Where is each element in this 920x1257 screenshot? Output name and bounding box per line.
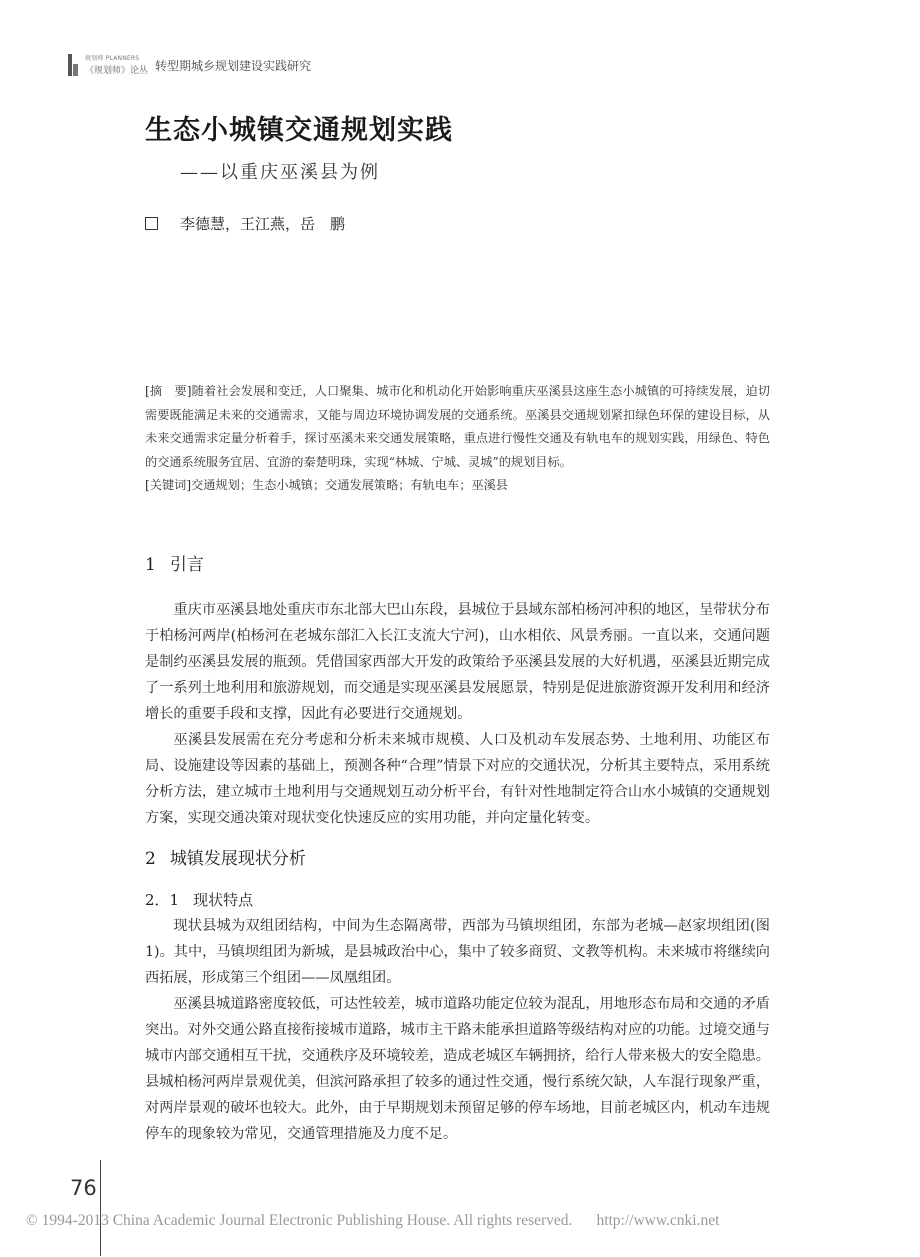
section-heading-2 bbox=[145, 844, 306, 869]
journal-logo bbox=[85, 52, 151, 78]
subsection-number: 2．1 bbox=[145, 891, 180, 909]
section-number: 1 bbox=[145, 555, 156, 575]
abstract-text: [摘 要]随着社会发展和变迁，人口聚集、城市化和机动化开始影响重庆巫溪县这座生态小城镇的可持续发展，迫切需要既能满足未来的交通需求，又能与周边环境协调发展的交通系统。巫溪县交通规划紧扣绿色环保的建设目标，从未来交通需求定量分析着手，探讨巫溪未来交通发展策略，重点进行慢性交通及有轨电车的规划实践，用绿色、特色的交通系统服务宜居、宜游的秦楚明珠，实现“林城、宁城、灵城”的规划目标。 bbox=[145, 384, 770, 469]
cnki-url: http://www.cnki.net bbox=[596, 1212, 720, 1229]
section-title: 城镇发展现状分析 bbox=[169, 849, 306, 869]
section-number: 2 bbox=[145, 849, 156, 869]
author-box-icon bbox=[145, 217, 158, 230]
section-body-1 bbox=[145, 597, 770, 831]
article-subtitle: ——以重庆巫溪县为例 bbox=[180, 162, 380, 183]
copyright-text: © 1994-2013 China Academic Journal Electronic Publishing House. All rights reserved. bbox=[26, 1212, 573, 1229]
journal-logo-icon bbox=[66, 54, 80, 76]
section-heading-1 bbox=[145, 550, 204, 575]
footer-divider bbox=[100, 1160, 101, 1256]
paragraph: 巫溪县发展需在充分考虑和分析未来城市规模、人口及机动车发展态势、土地利用、功能区布局、设施建设等因素的基础上，预测各种“合理”情景下对应的交通状况，分析其主要特点，采用系统分析方法，建立城市土地利用与交通规划互动分析平台，有针对性地制定符合山水小城镇的交通规划方案，实现交通决策对现状变化快速反应的实用功能，并向定量化转变。 bbox=[145, 732, 770, 826]
journal-logo-en: 规划师 PLANNERS bbox=[85, 55, 140, 62]
journal-logo-cn: 《规划师》论丛 bbox=[85, 66, 149, 76]
section-title: 引言 bbox=[169, 555, 204, 575]
keywords-text: [关键词]交通规划；生态小城镇；交通发展策略；有轨电车；巫溪县 bbox=[145, 478, 508, 492]
author-line bbox=[145, 213, 345, 234]
subsection-title: 现状特点 bbox=[193, 891, 254, 909]
paragraph: 巫溪县城道路密度较低，可达性较差，城市道路功能定位较为混乱，用地形态布局和交通的矛盾突出。对外交通公路直接衔接城市道路，城市主干路未能承担道路等级结构对应的功能。过境交通与城市内部交通相互干扰，交通秩序及环境较差，造成老城区车辆拥挤，给行人带来极大的安全隐患。县城柏杨河两岸景观优美，但滨河路承担了较多的通过性交通，慢行系统欠缺，人车混行现象严重，对两岸景观的破坏也较大。此外，由于早期规划未预留足够的停车场地，目前老城区内，机动车违规停车的现象较为常见，交通管理措施及力度不足。 bbox=[145, 996, 770, 1142]
copyright-line bbox=[26, 1212, 719, 1230]
page-number: 76 bbox=[70, 1176, 97, 1200]
subsection-heading-2-1 bbox=[145, 889, 253, 910]
subsection-body-2-1 bbox=[145, 913, 770, 1147]
abstract-block bbox=[145, 380, 770, 498]
article-title: 生态小城镇交通规划实践 bbox=[145, 115, 453, 146]
paragraph: 重庆市巫溪县地处重庆市东北部大巴山东段，县城位于县域东部柏杨河冲积的地区，呈带状分布于柏杨河两岸(柏杨河在老城东部汇入长江支流大宁河)，山水相依、风景秀丽。一直以来，交通问题是制约巫溪县发展的瓶颈。凭借国家西部大开发的政策给予巫溪县发展的大好机遇，巫溪县近期完成了一系列土地利用和旅游规划，而交通是实现巫溪县发展愿景，特别是促进旅游资源开发利用和经济增长的重要手段和支撑，因此有必要进行交通规划。 bbox=[145, 602, 770, 722]
series-title: 转型期城乡规划建设实践研究 bbox=[155, 59, 312, 73]
paragraph: 现状县城为双组团结构，中间为生态隔离带，西部为马镇坝组团，东部为老城—赵家坝组团(图1)。其中，马镇坝组团为新城，是县城政治中心，集中了较多商贸、文教等机构。未来城市将继续向西拓展，形成第三个组团——凤凰组团。 bbox=[145, 918, 770, 986]
authors: 李德慧，王江燕，岳 鹏 bbox=[180, 215, 346, 233]
journal-header bbox=[66, 52, 566, 78]
